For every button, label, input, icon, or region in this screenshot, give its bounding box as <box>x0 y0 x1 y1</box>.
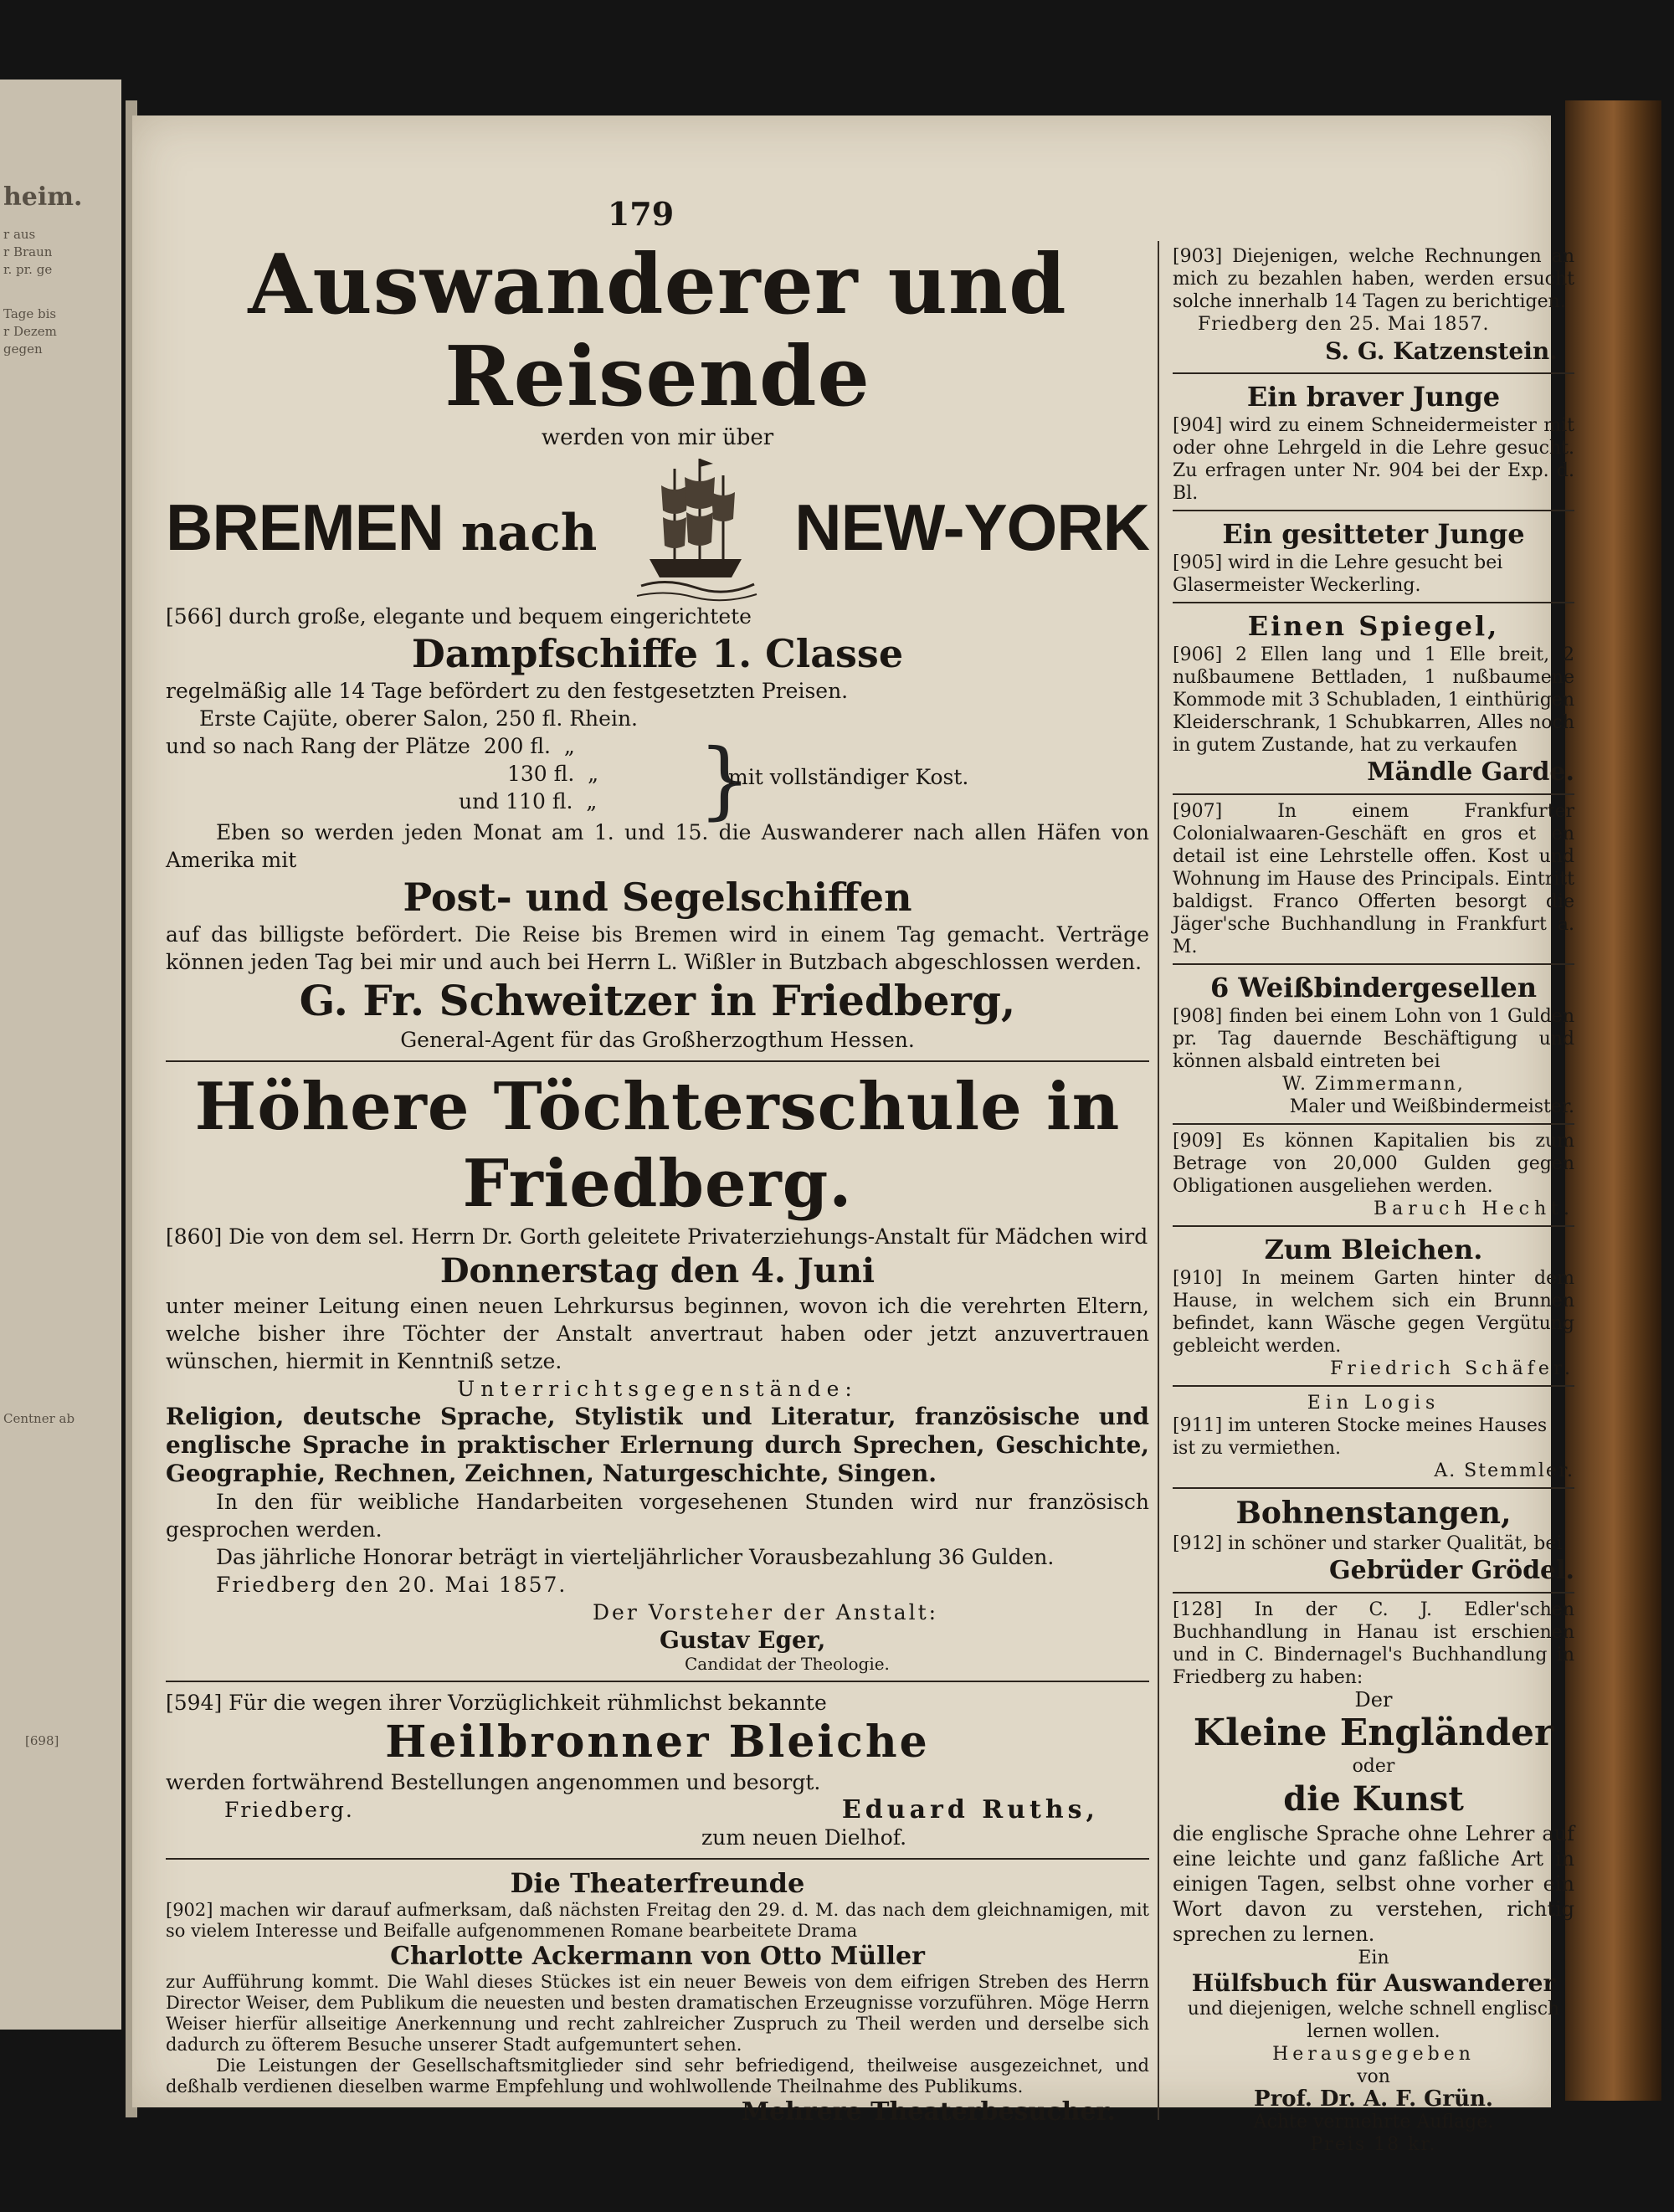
theatre-p1: [902] machen wir darauf aufmerksam, daß nächsten Freitag den 29. d. M. das nach dem gleichnamigen, mit so vielem Interesse und Beifalle aufgenommenen Romane bearbeitete Drama <box>166 1900 1149 1941</box>
signer-name: Gustav Eger, <box>660 1626 826 1654</box>
bleach-intro: [594] Für die wegen ihrer Vorzüglichkeit rühmlichst bekannte <box>166 1691 827 1715</box>
route-to: NEW-YORK <box>794 490 1149 564</box>
school-title: Höhere Töchterschule in Friedberg. <box>194 1069 1121 1222</box>
prev-page-fragment: heim. <box>3 182 83 212</box>
theatre-play: Charlotte Ackermann von Otto Müller <box>390 1942 925 1971</box>
divider <box>1173 510 1574 511</box>
price-line: 130 fl. „ <box>507 762 599 786</box>
ad-908: [908] finden bei einem Lohn von 1 Gulden pr. Tag dauernde Beschäftigung und können alsbald eintreten bei <box>1173 1006 1574 1072</box>
column-divider <box>1158 241 1159 2120</box>
divider <box>166 1060 1149 1062</box>
bleach-signer: Eduard Ruths, <box>841 1795 1099 1825</box>
theatre-p3: Die Leistungen der Gesellschaftsmitglieder sind sehr befriedigend, theilweise ausgezeichnet, und deßhalb verdienen dieselben warme Empfehlung und wohlwollende Theilnahme des Publikums. <box>166 2055 1149 2097</box>
book-kunst: die Kunst <box>1283 1779 1464 1819</box>
book-help-sub: und diejenigen, welche schnell englisch lernen wollen. <box>1187 1999 1560 2042</box>
ad-906-signer: Mändle Garde. <box>1367 757 1574 787</box>
book-title: Kleine Engländer <box>1193 1712 1554 1754</box>
ad-911-signer: A. Stemmler. <box>1434 1460 1574 1481</box>
ad-906: [906] 2 Ellen lang und 1 Elle breit, 2 nußbaumene Bettladen, 1 nußbaumene Kommode mit 3 Schubladen, 1 einthürigen Kleiderschrank, 1 Schubkarren, Alles noch in gutem Zustande, hat zu verkaufen <box>1173 644 1574 756</box>
ad-910-heading: Zum Bleichen. <box>1264 1234 1483 1265</box>
route-from: BREMEN nach <box>166 490 598 564</box>
divider <box>166 1681 1149 1682</box>
emigration-billig: auf das billigste befördert. Die Reise bis Bremen wird in einem Tag gemacht. Verträge können jeden Tag bei mir und auch bei Herrn L. Wißler in Butzbach abgeschlossen werden. <box>166 922 1149 974</box>
book-oder: oder <box>1352 1756 1395 1777</box>
ad-903-date: Friedberg den 25. Mai 1857. <box>1198 314 1490 335</box>
ad-905-heading: Ein gesitteter Junge <box>1222 518 1525 550</box>
divider <box>1173 1225 1574 1227</box>
book-ein: Ein <box>1358 1948 1389 1968</box>
ad-909-signer: Baruch Hecht. <box>1374 1198 1574 1219</box>
prev-page-fragment: r aus <box>3 227 36 242</box>
ad-903-signer: S. G. Katzenstein. <box>1325 337 1558 365</box>
bleach-body: werden fortwährend Bestellungen angenommen und besorgt. <box>166 1770 821 1794</box>
ad-903: [903] Diejenigen, welche Rechnungen an mich zu bezahlen haben, werden ersucht solche innerhalb 14 Tagen zu berichtigen. <box>1173 246 1574 312</box>
theatre-ad <box>166 1866 1149 2127</box>
previous-page-edge <box>0 80 121 2030</box>
ad-128: [128] In der C. J. Edler'schen Buchhandlung in Hanau ist erschienen und in C. Bindernagel's Buchhandlung in Friedberg zu haben: <box>1173 1599 1574 1688</box>
divider <box>1173 793 1574 795</box>
school-body: unter meiner Leitung einen neuen Lehrkursus beginnen, wovon ich die verehrten Eltern, welche bisher ihre Töchter der Anstalt anvertraut haben oder jetzt anzuvertrauen wünschen, hiermit in Kenntniß setze. <box>166 1294 1149 1373</box>
book-price: Preis 18 kr. <box>1310 2134 1437 2155</box>
price-list <box>166 705 1149 829</box>
signer-title: Der Vorsteher der Anstalt: <box>593 1600 939 1624</box>
book-herausgegeben: Herausgegeben <box>1272 2044 1475 2065</box>
school-place-date: Friedberg den 20. Mai 1857. <box>216 1573 567 1597</box>
left-column <box>166 239 1149 2127</box>
book-author: Prof. Dr. A. F. Grün. <box>1254 2086 1493 2112</box>
price-line: Erste Cajüte, oberer Salon, 250 fl. Rhein. <box>199 706 638 731</box>
ad-911: [911] im unteren Stocke meines Hauses ist zu vermiethen. <box>1173 1415 1548 1459</box>
signer-role: Candidat der Theologie. <box>685 1654 890 1674</box>
newspaper-page <box>132 115 1574 2155</box>
post-heading: Post- und Segelschiffen <box>403 875 912 920</box>
ad-906-heading: Einen Spiegel, <box>1247 610 1500 642</box>
divider <box>1173 1385 1574 1387</box>
book-help-title: Hülfsbuch für Auswanderer <box>1191 1969 1556 1997</box>
school-date: Donnerstag den 4. Juni <box>439 1251 876 1291</box>
ad-911-heading: Ein Logis <box>1307 1393 1440 1414</box>
divider <box>166 1858 1149 1860</box>
prev-page-fragment: r Braun <box>3 244 53 259</box>
divider <box>1173 1487 1574 1489</box>
ship-icon <box>633 452 758 603</box>
bleach-sign-row <box>166 1796 1149 1824</box>
emigration-subtitle: werden von mir über <box>541 425 774 450</box>
ships-heading: Dampfschiffe 1. Classe <box>411 631 904 676</box>
school-handwork: In den für weibliche Handarbeiten vorgesehenen Stunden wird nur französisch gesprochen werden. <box>166 1490 1149 1542</box>
divider <box>1173 1592 1574 1594</box>
prev-page-fragment: Tage bis <box>3 306 57 321</box>
book-der: Der <box>1354 1688 1393 1712</box>
ad-908-signer-role: Maler und Weißbindermeister. <box>1289 1096 1574 1117</box>
right-column <box>1173 245 1574 2156</box>
divider <box>1173 1123 1574 1125</box>
bleach-title: Heilbronner Bleiche <box>385 1717 930 1768</box>
divider <box>1173 372 1574 374</box>
price-line: und so nach Rang der Plätze 200 fl. „ <box>166 734 575 758</box>
school-fee: Das jährliche Honorar beträgt in vierteljährlicher Vorausbezahlung 36 Gulden. <box>216 1545 1055 1569</box>
book-description: die englische Sprache ohne Lehrer auf eine leichte und ganz faßliche Art in einigen Tagen, selbst ohne vorher ein Wort davon zu verstehen, richtig sprechen zu lernen. <box>1173 1822 1574 1946</box>
bleach-place: Friedberg. <box>224 1798 354 1822</box>
subjects-heading: Unterrichtsgegenstände: <box>457 1377 858 1401</box>
school-intro: [860] Die von dem sel. Herrn Dr. Gorth geleitete Privaterziehungs-Anstalt für Mädchen wird <box>166 1224 1148 1249</box>
ad-907: [907] In einem Frankfurter Colonialwaaren-Geschäft en gros et en detail ist eine Lehrstelle offen. Kost und Wohnung im Hause des Principals. Eintritt baldigst. Franco Offerten besorgt die Jäger'sche Buchhandlung in Frankfurt a. M. <box>1173 801 1574 957</box>
ad-908-signer: W. Zimmermann, <box>1282 1074 1465 1095</box>
page-number: 179 <box>607 195 675 233</box>
emigration-regular: regelmäßig alle 14 Tage befördert zu den festgesetzten Preisen. <box>166 679 849 703</box>
ad-905: [905] wird in die Lehre gesucht bei Glasermeister Weckerling. <box>1173 552 1503 596</box>
ad-910-signer: Friedrich Schäfer. <box>1330 1358 1574 1379</box>
divider <box>1173 602 1574 603</box>
book-binding <box>1565 100 1661 2101</box>
prev-page-fragment: r Dezem <box>3 324 57 339</box>
ad-904: [904] wird zu einem Schneidermeister mit oder ohne Lehrgeld in die Lehre gesucht. Zu erfragen unter Nr. 904 bei der Exp. d. Bl. <box>1173 415 1574 504</box>
emigration-intro: [566] durch große, elegante und bequem eingerichtete <box>166 604 752 629</box>
theatre-title: Die Theaterfreunde <box>510 1867 805 1899</box>
ad-909: [909] Es können Kapitalien bis zum Betrage von 20,000 Gulden gegen Obligationen ausgeliehen werden. <box>1173 1131 1574 1197</box>
book-von: von <box>1357 2066 1390 2087</box>
book-edition: Achte vermehrte Auflage. <box>1253 2112 1494 2132</box>
theatre-signer: Mehrere Theaterbesucher. <box>741 2097 1116 2127</box>
ad-904-heading: Ein braver Junge <box>1246 381 1501 413</box>
ad-908-heading: 6 Weißbindergesellen <box>1210 972 1537 1003</box>
route-banner <box>166 452 1149 603</box>
emigration-title: Auswanderer und Reisende <box>248 237 1067 425</box>
brace-icon: } <box>698 731 752 829</box>
theatre-p2: zur Aufführung kommt. Die Wahl dieses Stückes ist ein neuer Beweis von dem eifrigen Streben des Herrn Director Weiser, dem Publikum die neuesten und besten dramatischen Erzeugnisse vorzuführen. Möge Herrn Weiser hierfür allseitige Anerkennung und recht zahlreicher Zuspruch zu Theil werden und derselbe sich dadurch zu öfterem Besuche unserer Stadt aufgemuntert sehen. <box>166 1972 1149 2055</box>
prev-page-fragment: Centner ab <box>3 1411 75 1426</box>
divider <box>1173 963 1574 965</box>
bleach-signer-sub: zum neuen Dielhof. <box>701 1825 907 1850</box>
ad-912: [912] in schöner und starker Qualität, bei <box>1173 1533 1563 1554</box>
prev-page-fragment: r. pr. ge <box>3 262 53 277</box>
subjects-list: Religion, deutsche Sprache, Stylistik und Literatur, französische und englische Sprache in praktischer Erlernung durch Sprechen, Geschichte, Geographie, Rechnen, Zeichnen, Naturgeschichte, Singen. <box>166 1403 1149 1487</box>
ad-910: [910] In meinem Garten hinter dem Hause, in welchem sich ein Brunnen befindet, kann Wäsche gegen Vergütung gebleicht werden. <box>1173 1268 1574 1357</box>
price-line: und 110 fl. „ <box>459 789 598 813</box>
ad-912-signer: Gebrüder Grödel. <box>1329 1556 1574 1585</box>
price-note: mit vollständiger Kost. <box>728 765 969 789</box>
prev-page-fragment: gegen <box>3 341 43 357</box>
emigration-monthly: Eben so werden jeden Monat am 1. und 15. die Auswanderer nach allen Häfen von Amerika mit <box>166 820 1149 872</box>
agent-title: General-Agent für das Großherzogthum Hessen. <box>400 1028 915 1052</box>
prev-page-fragment: [698] <box>25 1733 59 1748</box>
agent-name: G. Fr. Schweitzer in Friedberg, <box>299 976 1016 1025</box>
ad-912-heading: Bohnenstangen, <box>1235 1496 1512 1531</box>
